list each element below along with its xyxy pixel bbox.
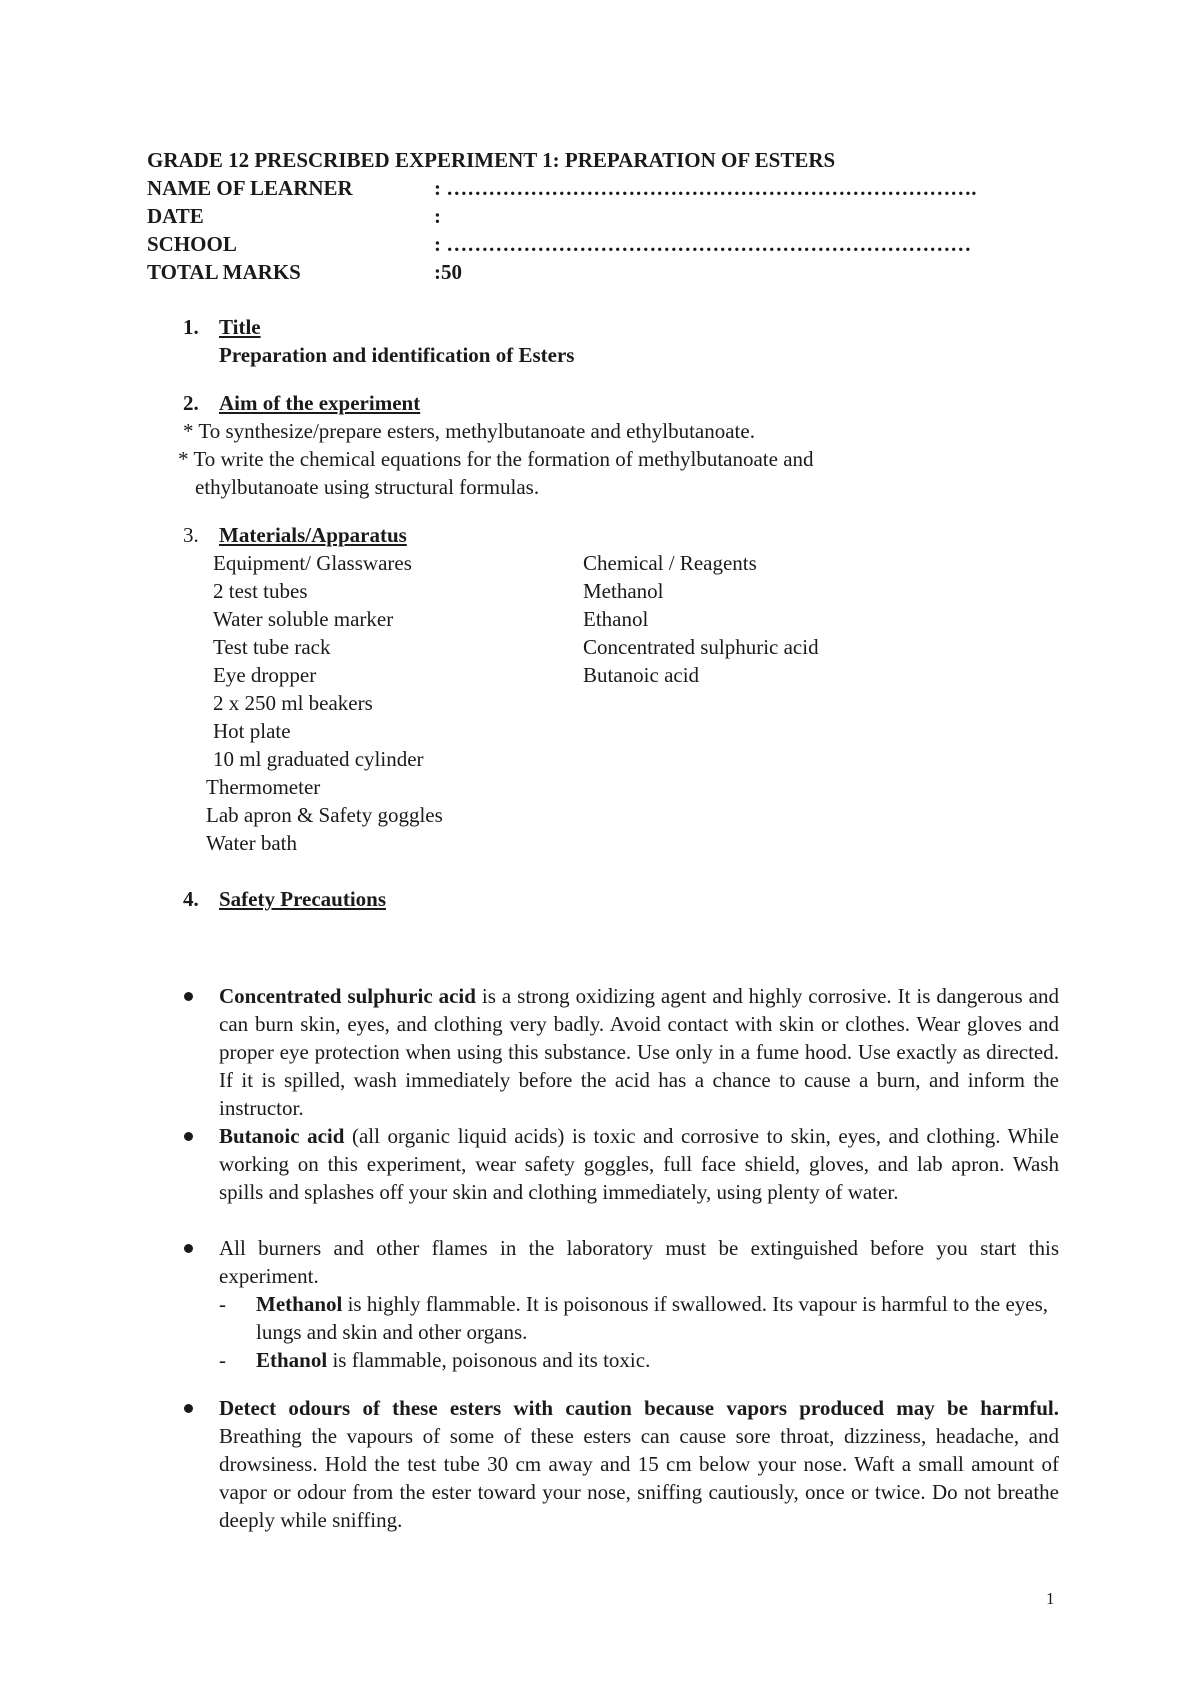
- dash-marker: -: [219, 1348, 226, 1372]
- equipment-header: Equipment/ Glasswares: [213, 551, 412, 575]
- section-number: 1.: [183, 315, 199, 339]
- experiment-title-text: Preparation and identification of Esters: [219, 343, 575, 367]
- safety-bullet-flames: [219, 1234, 1059, 1290]
- aim-line-2: * To write the chemical equations for the formation of methylbutanoate and: [178, 447, 814, 471]
- bullet-bold-text: Detect odours of these esters with caution because vapors produced may be harmful.: [219, 1396, 1059, 1420]
- field-name-of-learner: [147, 174, 977, 202]
- field-label: TOTAL MARKS: [147, 260, 301, 284]
- section-heading-title: Title: [219, 315, 261, 339]
- equipment-item: Hot plate: [213, 719, 291, 743]
- bullet-bold-text: Butanoic acid: [219, 1124, 345, 1148]
- equipment-item: Water soluble marker: [213, 607, 394, 631]
- section-number: 2.: [183, 391, 199, 415]
- chemical-item: Methanol: [583, 579, 664, 603]
- field-value: :: [434, 204, 441, 228]
- section-heading-safety: Safety Precautions: [219, 887, 387, 911]
- sub-text: is highly flammable. It is poisonous if swallowed. Its vapour is harmful to the eyes, lungs and skin and other organs.: [256, 1292, 1049, 1344]
- bullet-text: All burners and other flames in the laboratory must be extinguished before you start this experiment.: [219, 1236, 1059, 1288]
- equipment-item: Water bath: [206, 831, 298, 855]
- chemicals-header: Chemical / Reagents: [583, 551, 757, 575]
- safety-sub-methanol: [256, 1290, 1059, 1346]
- section-number: 3.: [183, 523, 199, 547]
- equipment-item: 2 test tubes: [213, 579, 308, 603]
- bullet-text: Breathing the vapours of some of these esters can cause sore throat, dizziness, headache, and drowsiness. Hold the test tube 30 cm away and 15 cm below your nose. Waft a small amount of vapor or odour from the ester toward your nose, sniffing cautiously, once or twice. Do not breathe deeply while sniffing.: [219, 1424, 1059, 1532]
- sub-text: is flammable, poisonous and its toxic.: [327, 1348, 651, 1372]
- equipment-item: 10 ml graduated cylinder: [213, 747, 424, 771]
- bullet-icon: [184, 1244, 193, 1253]
- dash-marker: -: [219, 1292, 226, 1316]
- sub-bold-text: Methanol: [256, 1292, 343, 1316]
- bullet-text: (all organic liquid acids) is toxic and corrosive to skin, eyes, and clothing. While working on this experiment, wear safety goggles, full face shield, gloves, and lab apron. Wash spills and splashes off your skin and clothing immediately, using plenty of water.: [219, 1124, 1059, 1204]
- equipment-item: Thermometer: [206, 775, 321, 799]
- bullet-icon: [184, 992, 193, 1001]
- field-date: [147, 202, 441, 230]
- bullet-icon: [184, 1404, 193, 1413]
- bullet-icon: [184, 1132, 193, 1141]
- bullet-bold-text: Concentrated sulphuric acid: [219, 984, 476, 1008]
- aim-line-3: ethylbutanoate using structural formulas.: [195, 475, 540, 499]
- field-label: NAME OF LEARNER: [147, 176, 353, 200]
- section-heading-materials: Materials/Apparatus: [219, 523, 407, 547]
- bullet-text: is a strong oxidizing agent and highly corrosive. It is dangerous and can burn skin, eyes, and clothing very badly. Avoid contact with skin or clothes. Wear gloves and proper eye protection when using this substance. Use only in a fume hood. Use exactly as directed. If it is spilled, wash immediately before the acid has a chance to cause a burn, and inform the instructor.: [219, 984, 1060, 1120]
- field-value: : …………………………………………………………………: [434, 232, 972, 256]
- chemical-item: Ethanol: [583, 607, 649, 631]
- field-label: SCHOOL: [147, 232, 237, 256]
- safety-sub-ethanol: [256, 1346, 1059, 1374]
- safety-bullet-odours: [219, 1394, 1059, 1534]
- field-school: [147, 230, 971, 258]
- page-number: 1: [1046, 1589, 1055, 1608]
- field-value: : ………………………………………………………………….: [434, 176, 977, 200]
- field-value: :50: [434, 260, 462, 284]
- chemical-item: Butanoic acid: [583, 663, 700, 687]
- equipment-item: 2 x 250 ml beakers: [213, 691, 373, 715]
- chemical-item: Concentrated sulphuric acid: [583, 635, 819, 659]
- equipment-item: Lab apron & Safety goggles: [206, 803, 443, 827]
- equipment-item: Test tube rack: [213, 635, 331, 659]
- field-total-marks: [147, 258, 462, 286]
- sub-bold-text: Ethanol: [256, 1348, 328, 1372]
- section-heading-aim: Aim of the experiment: [219, 391, 421, 415]
- section-number: 4.: [183, 887, 199, 911]
- document-title: GRADE 12 PRESCRIBED EXPERIMENT 1: PREPARATION OF ESTERS: [147, 148, 836, 172]
- aim-line-1: * To synthesize/prepare esters, methylbutanoate and ethylbutanoate.: [183, 419, 755, 443]
- field-label: DATE: [147, 204, 204, 228]
- safety-bullet-sulphuric-acid: [219, 982, 1059, 1122]
- equipment-item: Eye dropper: [213, 663, 317, 687]
- safety-bullet-butanoic-acid: [219, 1122, 1059, 1206]
